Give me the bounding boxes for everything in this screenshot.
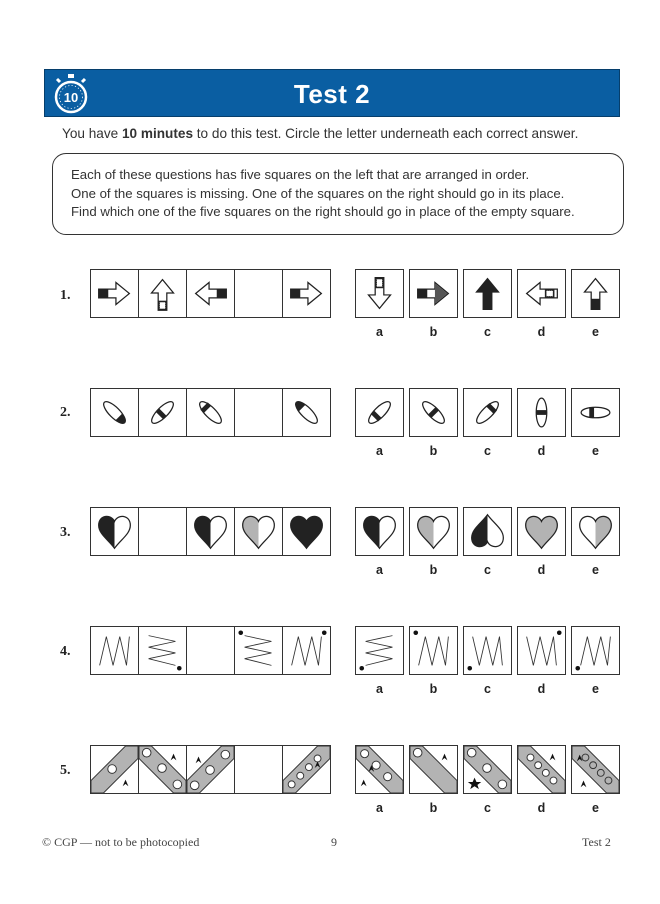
timer-minutes: 10 (63, 90, 79, 105)
option-a-square[interactable] (355, 626, 404, 675)
seq-square (234, 507, 283, 556)
empty-square (138, 507, 187, 556)
seq-square (186, 269, 235, 318)
heart-icon (91, 508, 138, 555)
seq-square (282, 507, 331, 556)
option-c-label[interactable]: c (484, 682, 491, 696)
option-c-square[interactable] (463, 388, 512, 437)
oval-icon (572, 389, 619, 436)
option-b-label[interactable]: b (429, 563, 438, 577)
seq-square (282, 388, 331, 437)
zigzag-icon (235, 627, 282, 674)
option-a-square[interactable] (355, 269, 404, 318)
oval-icon (139, 389, 186, 436)
empty-square (234, 388, 283, 437)
seq-square (186, 388, 235, 437)
instruction-line: Each of these questions has five squares on the left that are arranged in order. (71, 167, 530, 182)
empty-square (186, 626, 235, 675)
option-a-label[interactable]: a (376, 444, 383, 458)
arrow-up-icon (464, 270, 511, 317)
oval-icon (283, 389, 330, 436)
option-b-square[interactable] (409, 388, 458, 437)
seq-square (282, 269, 331, 318)
option-d-label[interactable]: d (537, 325, 546, 339)
zigzag-icon (464, 627, 511, 674)
option-e-label[interactable]: e (592, 325, 599, 339)
option-e-label[interactable]: e (592, 682, 599, 696)
heart-icon (518, 508, 565, 555)
option-d-label[interactable]: d (537, 682, 546, 696)
instruction-line: Find which one of the five squares on the right should go in place of the empty square. (71, 204, 575, 219)
question-3-number: 3. (60, 525, 71, 540)
option-c-label[interactable]: c (484, 563, 491, 577)
question-2-number: 2. (60, 405, 71, 420)
option-c-label[interactable]: c (484, 325, 491, 339)
option-d-square[interactable] (517, 626, 566, 675)
band-icon (139, 746, 186, 793)
option-e-square[interactable] (571, 745, 620, 794)
band-icon (356, 746, 403, 793)
footer-test-label: Test 2 (582, 835, 611, 849)
seq-square (282, 626, 331, 675)
instructions-box (52, 153, 624, 235)
option-b-square[interactable] (409, 626, 458, 675)
heart-icon (235, 508, 282, 555)
option-c-square[interactable] (463, 745, 512, 794)
seq-square (234, 626, 283, 675)
option-e-square[interactable] (571, 269, 620, 318)
arrow-up-icon (572, 270, 619, 317)
heart-icon (410, 508, 457, 555)
option-c-square[interactable] (463, 626, 512, 675)
option-e-label[interactable]: e (592, 444, 599, 458)
seq-square (90, 388, 139, 437)
seq-square (90, 745, 139, 794)
option-d-label[interactable]: d (537, 563, 546, 577)
seq-square (186, 507, 235, 556)
copyright-footer: © CGP — not to be photocopied (42, 835, 200, 849)
page-title: Test 2 (293, 79, 371, 109)
arrow-left-icon (187, 270, 234, 317)
option-e-square[interactable] (571, 388, 620, 437)
title-banner (44, 69, 620, 117)
heart-icon (464, 508, 511, 555)
option-b-label[interactable]: b (429, 682, 438, 696)
option-b-square[interactable] (409, 745, 458, 794)
heart-icon (572, 508, 619, 555)
seq-square (90, 626, 139, 675)
option-c-square[interactable] (463, 269, 512, 318)
band-icon (91, 746, 138, 793)
heart-icon (356, 508, 403, 555)
zigzag-icon (572, 627, 619, 674)
option-d-square[interactable] (517, 269, 566, 318)
option-d-square[interactable] (517, 507, 566, 556)
heart-icon (187, 508, 234, 555)
heart-icon (283, 508, 330, 555)
empty-square (234, 745, 283, 794)
arrow-right-icon (91, 270, 138, 317)
option-e-square[interactable] (571, 626, 620, 675)
option-c-label[interactable]: c (484, 801, 491, 815)
oval-icon (91, 389, 138, 436)
option-c-square[interactable] (463, 507, 512, 556)
seq-square (282, 745, 331, 794)
option-e-square[interactable] (571, 507, 620, 556)
arrow-right-icon (283, 270, 330, 317)
question-1-number: 1. (60, 288, 71, 303)
zigzag-icon (283, 627, 330, 674)
question-5-number: 5. (60, 763, 71, 778)
option-c-label[interactable]: c (484, 444, 491, 458)
seq-square (186, 745, 235, 794)
seq-square (90, 269, 139, 318)
option-e-label[interactable]: e (592, 801, 599, 815)
seq-square (138, 388, 187, 437)
oval-icon (356, 389, 403, 436)
option-a-square[interactable] (355, 507, 404, 556)
option-d-square[interactable] (517, 745, 566, 794)
seq-square (138, 626, 187, 675)
arrow-up-icon (139, 270, 186, 317)
zigzag-icon (356, 627, 403, 674)
oval-icon (464, 389, 511, 436)
band-icon (518, 746, 565, 793)
option-d-square[interactable] (517, 388, 566, 437)
option-b-label[interactable]: b (429, 444, 438, 458)
zigzag-icon (91, 627, 138, 674)
option-d-label[interactable]: d (537, 444, 546, 458)
option-a-square[interactable] (355, 745, 404, 794)
option-b-square[interactable] (409, 507, 458, 556)
oval-icon (187, 389, 234, 436)
option-b-square[interactable] (409, 269, 458, 318)
empty-square (234, 269, 283, 318)
band-icon (464, 746, 511, 793)
seq-square (90, 507, 139, 556)
oval-icon (518, 389, 565, 436)
option-a-label[interactable]: a (376, 682, 383, 696)
option-a-label[interactable]: a (376, 563, 383, 577)
option-e-label[interactable]: e (592, 563, 599, 577)
instruction-line: One of the squares is missing. One of the squares on the right should go in its place. (71, 185, 565, 201)
band-icon (283, 746, 330, 793)
zigzag-icon (410, 627, 457, 674)
option-a-square[interactable] (355, 388, 404, 437)
page-number: 9 (331, 835, 337, 849)
band-icon (572, 746, 619, 793)
option-d-label[interactable]: d (537, 801, 546, 815)
option-b-label[interactable]: b (429, 325, 438, 339)
option-a-label[interactable]: a (376, 325, 383, 339)
question-4-number: 4. (60, 644, 71, 659)
seq-square (138, 269, 187, 318)
option-b-label[interactable]: b (429, 801, 438, 815)
arrow-left-icon (518, 270, 565, 317)
arrow-down-icon (356, 270, 403, 317)
oval-icon (410, 389, 457, 436)
intro-text: You have 10 minutes to do this test. Circle the letter underneath each correct answer. (62, 126, 579, 141)
option-a-label[interactable]: a (376, 801, 383, 815)
zigzag-icon (518, 627, 565, 674)
band-icon (410, 746, 457, 793)
seq-square (138, 745, 187, 794)
band-icon (187, 746, 234, 793)
arrow-right-icon (410, 270, 457, 317)
zigzag-icon (139, 627, 186, 674)
